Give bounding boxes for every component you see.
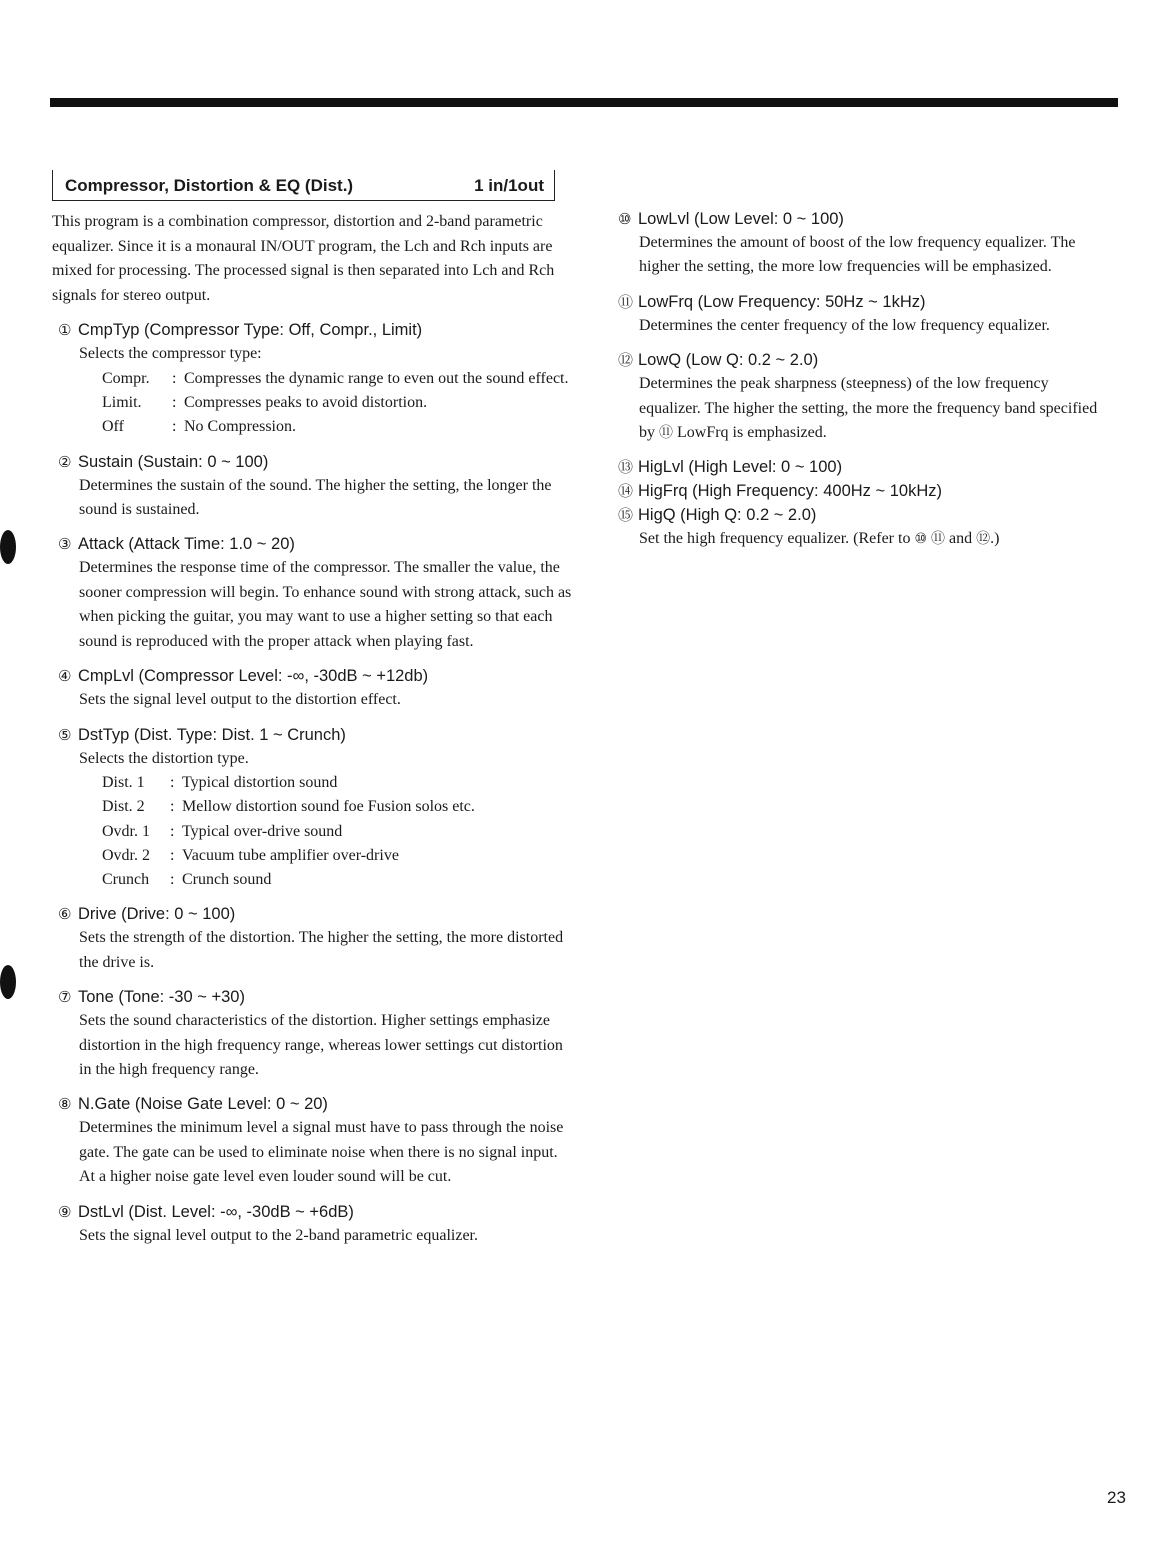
param-ngate	[52, 1092, 572, 1189]
option-key: Compr.	[102, 369, 150, 387]
param-description: Selects the distortion type.	[79, 749, 249, 767]
io-config: 1 in/1out	[474, 176, 544, 195]
param-heading	[58, 723, 572, 747]
param-heading	[58, 532, 572, 556]
param-number: ⑫	[618, 351, 634, 370]
param-label: LowLvl (Low Level: 0 ~ 100)	[638, 210, 844, 228]
section-title: Compressor, Distortion & EQ (Dist.)	[65, 176, 354, 195]
param-description: Determines the amount of boost of the low frequency equalizer. The higher the setting, the more low frequencies will be emphasized.	[639, 234, 1076, 276]
option-item: Limit. : Compresses peaks to avoid distortion.	[102, 391, 572, 415]
param-label: CmpTyp (Compressor Type: Off, Compr., Limit)	[78, 321, 423, 340]
page-number: 23	[1107, 1488, 1126, 1507]
param-description: Sets the strength of the distortion. The higher the setting, the more distorted the drive is.	[79, 929, 564, 971]
param-label: Drive (Drive: 0 ~ 100)	[78, 905, 236, 924]
param-description	[639, 372, 1112, 445]
param-number: ①	[58, 321, 72, 340]
param-number: ⑮	[618, 506, 634, 525]
param-number: ⑦	[58, 988, 72, 1007]
option-value: Typical over-drive sound	[182, 822, 343, 840]
option-value: Crunch sound	[182, 871, 272, 889]
param-drive	[52, 902, 572, 975]
option-key: Dist. 2	[102, 798, 145, 816]
option-list	[102, 771, 572, 892]
param-lowlvl	[612, 207, 1112, 280]
param-tone	[52, 985, 572, 1082]
option-value: Vacuum tube amplifier over-drive	[182, 846, 399, 864]
param-attack	[52, 532, 572, 654]
param-number: ⑤	[58, 725, 72, 744]
param-heading	[618, 479, 1112, 503]
binder-hole-mark	[0, 530, 16, 564]
option-item: Dist. 1 : Typical distortion sound	[102, 771, 572, 795]
param-label: HigFrq (High Frequency: 400Hz ~ 10kHz)	[638, 482, 942, 501]
param-cmplvl	[52, 664, 572, 712]
param-lowfrq	[612, 290, 1112, 338]
option-list	[102, 367, 572, 440]
option-item: Ovdr. 1 : Typical over-drive sound	[102, 820, 572, 844]
param-description: Selects the compressor type:	[79, 345, 262, 363]
section-title-box	[52, 170, 555, 201]
desc-text: Determines the peak sharpness (steepness) of the low frequency equalizer. The higher the setting, the more the frequency band specified by	[639, 375, 1098, 442]
param-description: Sets the signal level output to the 2-band parametric equalizer.	[79, 1226, 478, 1244]
param-number: ⑬	[618, 458, 634, 477]
param-description: Sets the signal level output to the distortion effect.	[79, 691, 401, 709]
param-label: LowQ (Low Q: 0.2 ~ 2.0)	[638, 351, 819, 370]
param-heading	[618, 503, 1112, 527]
param-heading	[618, 290, 1112, 314]
option-value: Compresses peaks to avoid distortion.	[184, 394, 428, 412]
param-description: Determines the center frequency of the low frequency equalizer.	[639, 316, 1050, 334]
option-value: Mellow distortion sound foe Fusion solos etc.	[182, 798, 475, 816]
option-key: Ovdr. 1	[102, 822, 150, 840]
desc-text: .)	[990, 530, 1000, 548]
option-item: Off : No Compression.	[102, 415, 572, 439]
param-label: Tone (Tone: -30 ~ +30)	[78, 988, 245, 1007]
param-heading	[58, 985, 572, 1009]
option-key: Ovdr. 2	[102, 846, 150, 864]
param-heading	[618, 455, 1112, 479]
param-label: N.Gate (Noise Gate Level: 0 ~ 20)	[78, 1095, 328, 1114]
param-lowq	[612, 348, 1112, 445]
binder-hole-mark	[0, 965, 16, 999]
param-label: HigQ (High Q: 0.2 ~ 2.0)	[638, 506, 817, 525]
param-description: Sets the sound characteristics of the distortion. Higher settings emphasize distortion in the high frequency range, whereas lower settings cut distortion in the high frequency range.	[79, 1012, 563, 1079]
param-heading	[58, 450, 572, 474]
param-cmptyp	[52, 318, 572, 439]
option-value: No Compression.	[184, 418, 296, 436]
param-reference: ⑫	[976, 531, 991, 548]
param-number: ④	[58, 667, 72, 686]
param-number: ⑨	[58, 1202, 72, 1221]
param-label: LowFrq (Low Frequency: 50Hz ~ 1kHz)	[638, 292, 926, 311]
desc-text: LowFrq is emphasized.	[673, 424, 827, 442]
option-key: Crunch	[102, 871, 150, 889]
param-label: Sustain (Sustain: 0 ~ 100)	[78, 452, 269, 471]
param-label: DstLvl (Dist. Level: -∞, -30dB ~ +6dB)	[78, 1202, 354, 1221]
param-reference: ⑩	[914, 531, 928, 548]
option-item: Dist. 2 : Mellow distortion sound foe Fusion solos etc.	[102, 795, 572, 819]
param-description	[639, 527, 1112, 551]
option-value: Typical distortion sound	[182, 773, 338, 791]
param-heading	[58, 318, 572, 342]
option-key: Dist. 1	[102, 773, 145, 791]
option-item: Crunch : Crunch sound	[102, 868, 572, 892]
param-number: ⑭	[618, 482, 634, 501]
param-number: ②	[58, 452, 72, 471]
param-label: HigLvl (High Level: 0 ~ 100)	[638, 458, 843, 477]
param-dstlvl	[52, 1200, 572, 1248]
param-number: ⑧	[58, 1095, 72, 1114]
option-item: Compr. : Compresses the dynamic range to even out the sound effect.	[102, 367, 572, 391]
intro-paragraph: This program is a combination compressor, distortion and 2-band parametric equalizer. Since it is a monaural IN/OUT program, the Lch and Rch inputs are mixed for processing. The processed signal is then separated into Lch and Rch signals for stereo output.	[52, 213, 555, 304]
option-item: Ovdr. 2 : Vacuum tube amplifier over-drive	[102, 844, 572, 868]
param-heading	[58, 902, 572, 926]
param-reference: ⑪	[659, 425, 673, 442]
left-column	[52, 210, 572, 1248]
top-rule	[50, 98, 1118, 107]
option-key: Off	[102, 418, 124, 436]
param-dsttyp	[52, 723, 572, 893]
param-label: CmpLvl (Compressor Level: -∞, -30dB ~ +12db)	[78, 667, 429, 686]
param-number: ⑪	[618, 292, 634, 311]
option-key: Limit.	[102, 394, 142, 412]
param-heading	[58, 1092, 572, 1116]
param-number: ③	[58, 535, 72, 554]
desc-text: and	[945, 530, 977, 548]
param-heading	[58, 664, 572, 688]
param-heading	[618, 207, 1112, 231]
param-heading	[618, 348, 1112, 372]
param-description: Determines the sustain of the sound. The higher the setting, the longer the sound is sustained.	[79, 476, 552, 519]
desc-text: Set the high frequency equalizer. (Refer to	[639, 530, 915, 548]
param-label: Attack (Attack Time: 1.0 ~ 20)	[78, 535, 295, 554]
param-heading	[58, 1200, 572, 1224]
param-number: ⑩	[618, 210, 632, 228]
param-high-eq-group	[612, 455, 1112, 551]
param-number: ⑥	[58, 905, 72, 924]
option-value: Compresses the dynamic range to even out the sound effect.	[184, 369, 569, 387]
param-description: Determines the response time of the compressor. The smaller the value, the sooner compression will begin. To enhance sound with strong attack, such as when picking the guitar, you may want to use a higher setting so that each sound is reproduced with the proper attack when playing fast.	[79, 559, 572, 650]
right-column	[612, 207, 1112, 552]
param-description: Determines the minimum level a signal must have to pass through the noise gate. The gate can be used to eliminate noise when there is no signal input. At a higher noise gate level even louder sound will be cut.	[79, 1119, 564, 1186]
param-label: DstTyp (Dist. Type: Dist. 1 ~ Crunch)	[78, 725, 346, 744]
param-sustain	[52, 450, 572, 523]
param-reference: ⑪	[931, 531, 946, 548]
